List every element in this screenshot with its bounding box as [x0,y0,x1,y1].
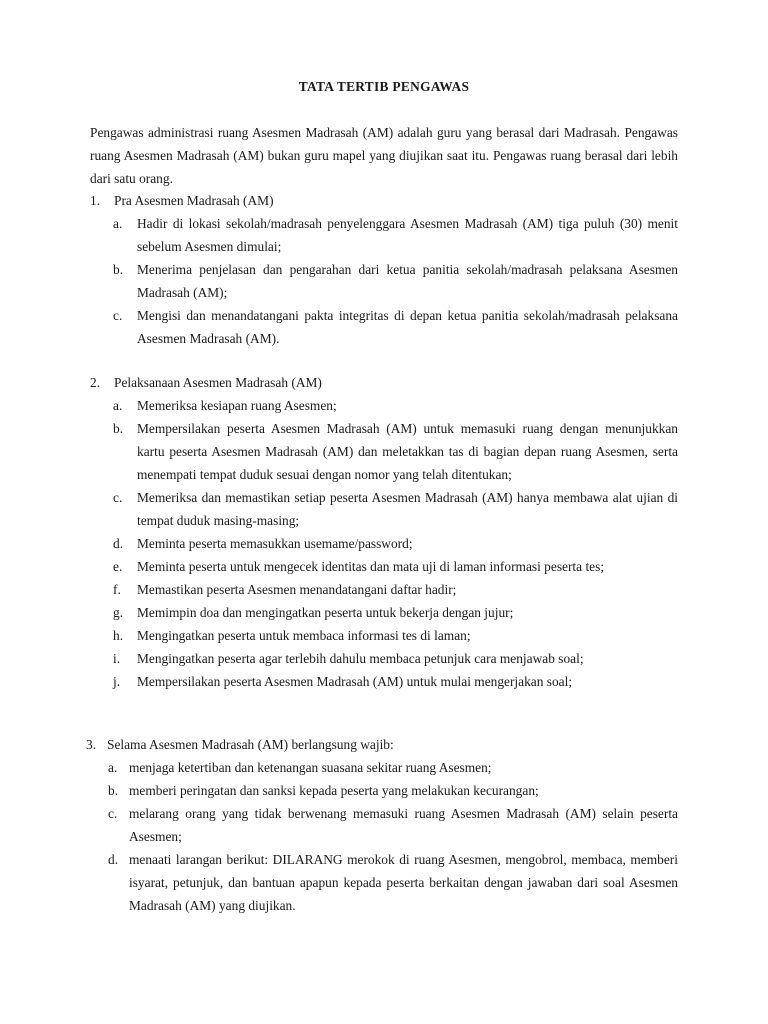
item-letter: a. [113,398,123,413]
item-text: Mempersilakan peserta Asesmen Madrasah (AM) untuk mulai mengerjakan soal; [137,674,573,689]
section-heading [90,189,678,212]
section-pra-asesmen [90,189,678,350]
list-item [90,624,678,647]
list-item [90,304,678,350]
item-letter: f. [113,582,121,597]
item-text: Mengingatkan peserta agar terlebih dahulu membaca petunjuk cara menjawab soal; [137,651,584,666]
item-text: Mengingatkan peserta untuk membaca informasi tes di laman; [137,628,471,643]
list-item [90,417,678,486]
item-text: Memimpin doa dan mengingatkan peserta untuk bekerja dengan jujur; [137,605,514,620]
section-title: Pra Asesmen Madrasah (AM) [114,193,274,208]
item-text: menaati larangan berikut: DILARANG merokok di ruang Asesmen, mengobrol, membaca, memberi isyarat, petunjuk, dan bantuan apapun kepada peserta berkaitan dengan jawaban dari soal Asesmen Madrasah (AM) yang diujikan. [129,852,678,913]
item-text: Menerima penjelasan dan pengarahan dari ketua panitia sekolah/madrasah pelaksana Asesmen Madrasah (AM); [137,262,678,300]
list-item [90,258,678,304]
list-item [90,532,678,555]
list-item [90,601,678,624]
section-heading [86,733,678,756]
list-item [90,486,678,532]
list-item [86,779,678,802]
section-title: Pelaksanaan Asesmen Madrasah (AM) [114,375,322,390]
item-text: Mengisi dan menandatangani pakta integritas di depan ketua panitia sekolah/madrasah pelaksana Asesmen Madrasah (AM). [137,308,678,346]
item-letter: a. [113,216,123,231]
section-number: 3. [86,737,97,752]
intro-paragraph: Pengawas administrasi ruang Asesmen Madrasah (AM) adalah guru yang berasal dari Madrasah. Pengawas ruang Asesmen Madrasah (AM) bukan guru mapel yang diujikan saat itu. Pengawas ruang berasal dari lebih dari satu orang. [90,125,678,186]
item-letter: i. [113,651,121,666]
section-pelaksanaan [90,371,678,693]
list-item [90,670,678,693]
item-letter: j. [113,674,121,689]
item-letter: c. [113,490,123,505]
item-letter: g. [113,605,124,620]
list-item [90,394,678,417]
list-item [90,647,678,670]
item-letter: e. [113,559,123,574]
item-list [86,756,678,917]
item-text: Memeriksa dan memastikan setiap peserta Asesmen Madrasah (AM) hanya membawa alat ujian di tempat duduk masing-masing; [137,490,678,528]
item-text: Meminta peserta untuk mengecek identitas dan mata uji di laman informasi peserta tes; [137,559,605,574]
list-item [90,578,678,601]
item-letter: c. [113,308,123,323]
item-text: memberi peringatan dan sanksi kepada peserta yang melakukan kecurangan; [129,783,539,798]
item-letter: c. [108,806,118,821]
item-letter: h. [113,628,124,643]
item-letter: d. [113,536,124,551]
list-item [86,756,678,779]
section-number: 2. [90,375,101,390]
list-item [86,848,678,917]
item-text: menjaga ketertiban dan ketenangan suasana sekitar ruang Asesmen; [129,760,492,775]
item-text: Meminta peserta memasukkan usemame/password; [137,536,413,551]
item-list [90,394,678,693]
item-letter: b. [108,783,119,798]
section-title: Selama Asesmen Madrasah (AM) berlangsung wajib: [107,737,394,752]
item-text: Memeriksa kesiapan ruang Asesmen; [137,398,337,413]
item-text: melarang orang yang tidak berwenang memasuki ruang Asesmen Madrasah (AM) selain peserta Asesmen; [129,806,678,844]
section-selama-asesmen [86,733,678,917]
section-number: 1. [90,193,101,208]
item-list [90,212,678,350]
list-item [90,212,678,258]
item-letter: a. [108,760,118,775]
document-title: TATA TERTIB PENGAWAS [298,79,470,94]
item-letter: b. [113,421,124,436]
section-heading [90,371,678,394]
item-letter: b. [113,262,124,277]
item-text: Memastikan peserta Asesmen menandatangani daftar hadir; [137,582,457,597]
list-item [90,555,678,578]
item-letter: d. [108,852,119,867]
item-text: Hadir di lokasi sekolah/madrasah penyelenggara Asesmen Madrasah (AM) tiga puluh (30) menit sebelum Asesmen dimulai; [137,216,678,254]
item-text: Mempersilakan peserta Asesmen Madrasah (AM) untuk memasuki ruang dengan menunjukkan kartu peserta Asesmen Madrasah (AM) dan meletakkan tas di bagian depan ruang Asesmen, serta menempati tempat duduk sesuai dengan nomor yang telah ditentukan; [137,421,678,482]
list-item [86,802,678,848]
